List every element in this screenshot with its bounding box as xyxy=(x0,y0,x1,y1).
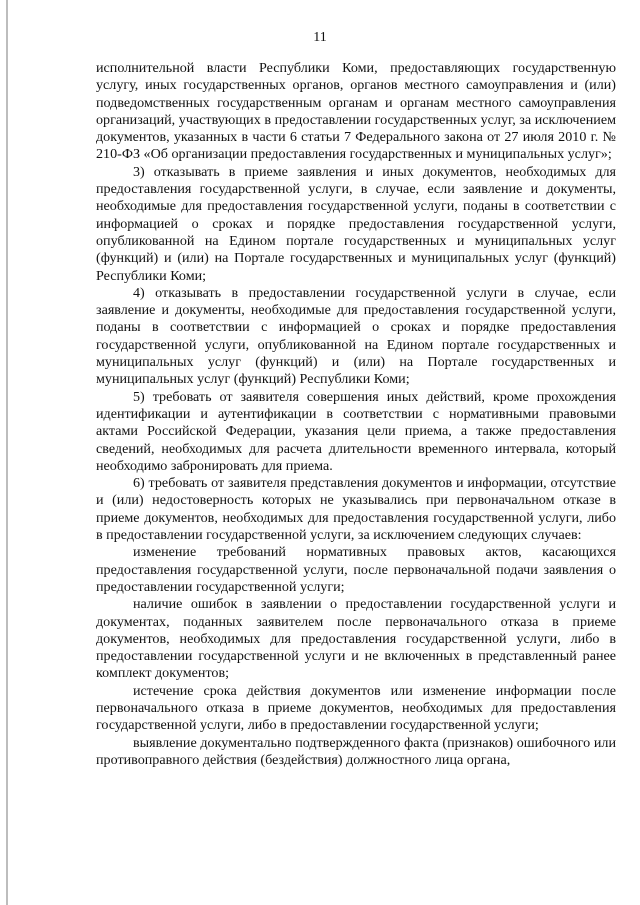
page-edge-shadow xyxy=(6,0,8,905)
paragraph-case-errors: наличие ошибок в заявлении о предоставлении государственной услуги и документах, поданных заявителем после первоначального отказа в приеме документов, необходимых для предоставления государственной услуги, либо в предоставлении государственной услуги и не включенных в представленный ранее комплект документов; xyxy=(96,596,616,682)
page-number: 11 xyxy=(313,30,327,45)
paragraph-item-3: 3) отказывать в приеме заявления и иных документов, необходимых для предоставления государственной услуги, в случае, если заявление и документы, необходимые для предоставления государственной услуги, поданы в соответствии с информацией о сроках и порядке предоставления государственной услуги, опубликованной на Едином портале государственных и муниципальных услуг (функций) и (или) на Портале государственных и муниципальных услуг (функций) Республики Коми; xyxy=(96,163,616,284)
paragraph-case-misconduct: выявление документально подтвержденного факта (признаков) ошибочного или противоправного действия (бездействия) должностного лица органа, xyxy=(96,734,616,768)
paragraph-item-6: 6) требовать от заявителя представления документов и информации, отсутствие и (или) недостоверность которых не указывались при первоначальном отказе в приеме документов, необходимых для предоставления государственной услуги, либо в предоставлении государственной услуги, за исключением следующих случаев: xyxy=(96,475,616,544)
document-body xyxy=(96,60,616,769)
paragraph-case-expiry: истечение срока действия документов или изменение информации после первоначального отказа в приеме документов, необходимых для предоставления государственной услуги, либо в предоставлении государственной услуги; xyxy=(96,682,616,734)
paragraph-continuation: исполнительной власти Республики Коми, предоставляющих государственную услугу, иных государственных органов, органов местного самоуправления и (или) подведомственных государственным органам и органам местного самоуправления организаций, участвующих в предоставлении государственных услуг, за исключением документов, указанных в части 6 статьи 7 Федерального закона от 27 июля 2010 г. № 210-ФЗ «Об организации предоставления государственных и муниципальных услуг»; xyxy=(96,60,616,163)
paragraph-case-requirements-change: изменение требований нормативных правовых актов, касающихся предоставления государственной услуги, после первоначальной подачи заявления о предоставлении государственной услуги; xyxy=(96,544,616,595)
paragraph-item-5: 5) требовать от заявителя совершения иных действий, кроме прохождения идентификации и аутентификации в соответствии с нормативными правовыми актами Российской Федерации, указания цели приема, а также предоставления сведений, необходимых для расчета длительности временного интервала, который необходимо забронировать для приема. xyxy=(96,388,616,474)
paragraph-item-4: 4) отказывать в предоставлении государственной услуги в случае, если заявление и документы, необходимые для предоставления государственной услуги, поданы в соответствии с информацией о сроках и порядке предоставления государственной услуги, опубликованной на Едином портале государственных и муниципальных услуг (функций) и (или) на Портале государственных и муниципальных услуг (функций) Республики Коми; xyxy=(96,284,616,388)
